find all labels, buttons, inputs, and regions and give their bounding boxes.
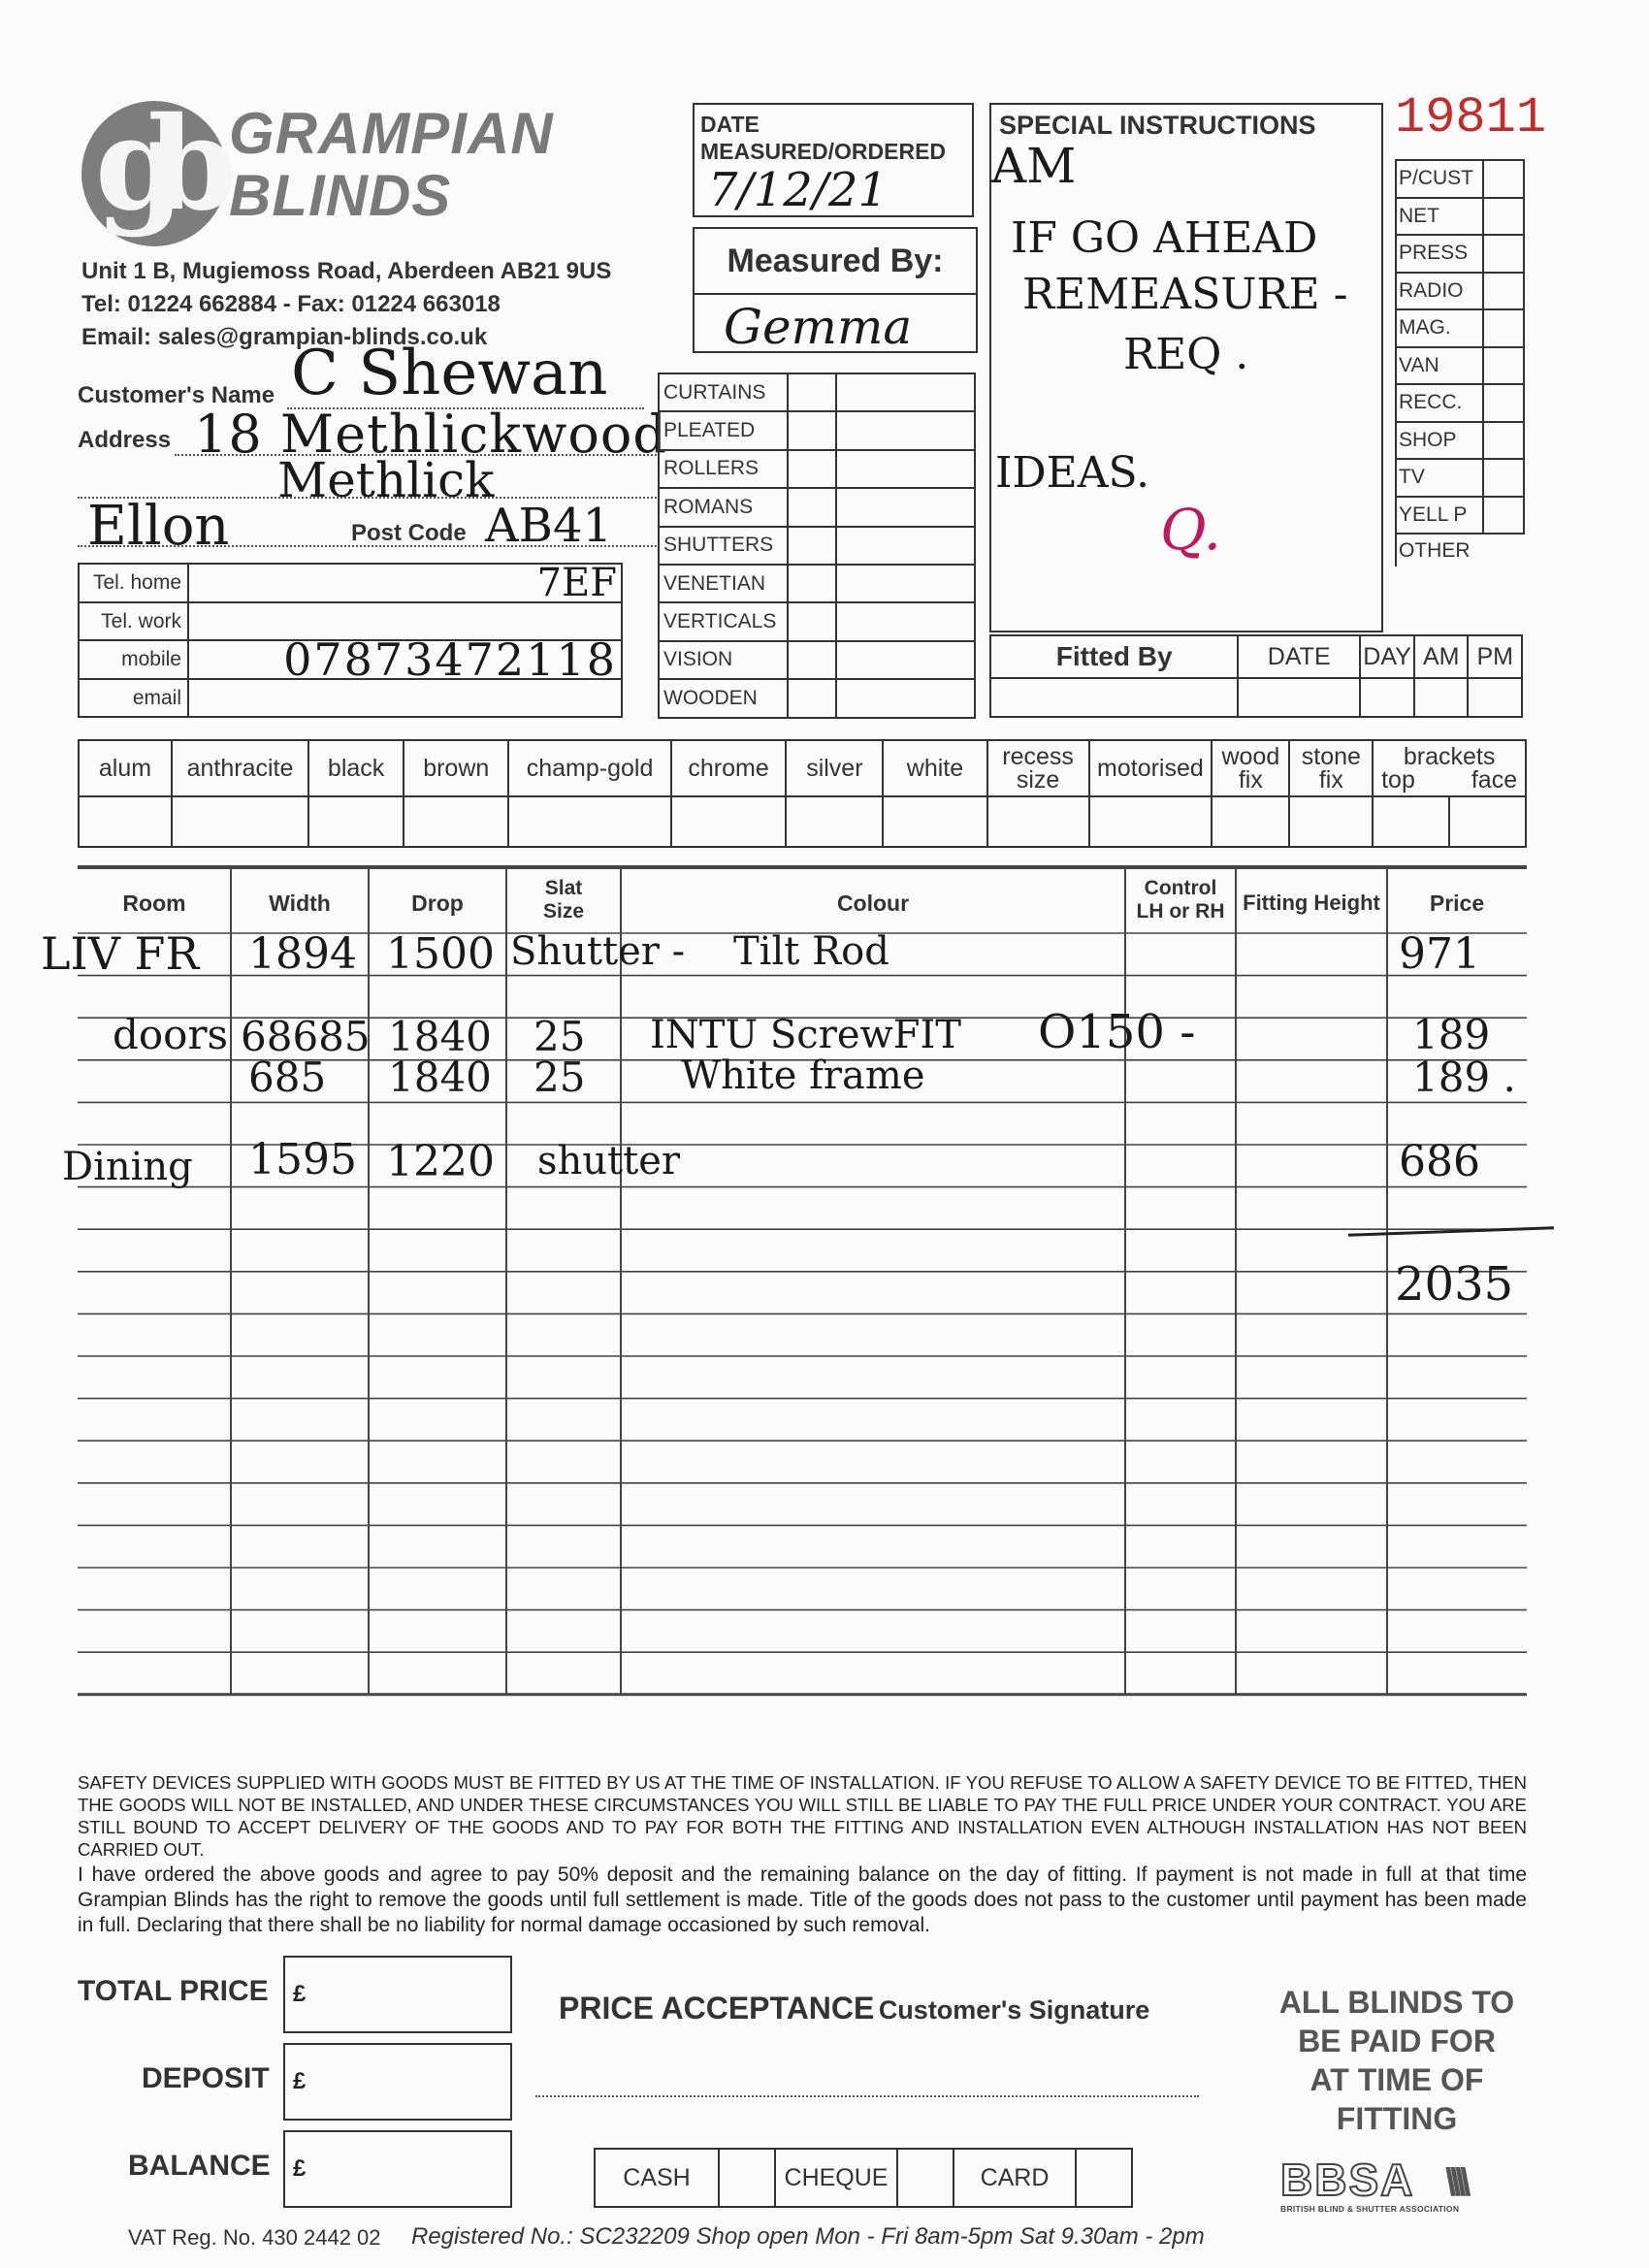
header-colour: Colour bbox=[836, 891, 910, 916]
instruction-line4: REQ . bbox=[1123, 330, 1249, 379]
source-label: SHOP bbox=[1396, 422, 1483, 460]
order-table bbox=[41, 865, 1527, 1723]
registered-hours: Registered No.: SC232209 Shop open Mon - Fri 8am-5pm Sat 9.30am - 2pm bbox=[411, 2223, 1205, 2250]
product-type-qty[interactable] bbox=[788, 679, 836, 717]
option-white: white bbox=[883, 740, 986, 796]
stone-word: stone bbox=[1301, 743, 1361, 770]
company-name-line1: GRAMPIAN bbox=[229, 101, 554, 166]
price-acceptance-label: PRICE ACCEPTANCE bbox=[559, 1991, 875, 2025]
option-top-input[interactable] bbox=[1373, 796, 1449, 847]
product-type-notes[interactable] bbox=[836, 527, 975, 565]
source-checkbox[interactable] bbox=[1483, 273, 1524, 310]
product-type-qty[interactable] bbox=[788, 565, 836, 602]
source-checkbox[interactable] bbox=[1483, 160, 1524, 198]
fitted-day-input[interactable] bbox=[1360, 678, 1414, 717]
header-control-word: Control bbox=[1144, 877, 1217, 899]
header-control bbox=[1125, 877, 1236, 923]
option-silver: silver bbox=[786, 740, 883, 796]
source-label: RADIO bbox=[1396, 273, 1483, 310]
notice-line4: FITTING bbox=[1336, 2101, 1458, 2136]
product-type-notes[interactable] bbox=[836, 450, 975, 488]
source-list bbox=[1395, 159, 1525, 567]
source-label: MAG. bbox=[1396, 309, 1483, 347]
balance-label: BALANCE bbox=[128, 2150, 271, 2182]
product-type-qty[interactable] bbox=[788, 641, 836, 679]
option-stone-input[interactable] bbox=[1289, 796, 1373, 847]
contact-value[interactable]: 07873472118 bbox=[188, 640, 622, 679]
row1-drop: 1500 bbox=[386, 929, 495, 979]
company-name-line2: BLINDS bbox=[229, 163, 452, 228]
bbsa-caption: BRITISH BLIND & SHUTTER ASSOCIATION bbox=[1280, 2204, 1460, 2214]
order-number: 19811 bbox=[1395, 89, 1547, 146]
row1-slat: Shutter - bbox=[510, 929, 686, 974]
row3-colour: White frame bbox=[681, 1053, 925, 1098]
option-wood-fix bbox=[1212, 740, 1289, 796]
option-recess-size bbox=[987, 740, 1089, 796]
row4-drop: 1220 bbox=[386, 1137, 495, 1186]
option-motorised: motorised bbox=[1089, 740, 1212, 796]
option-silver-input[interactable] bbox=[786, 796, 883, 847]
vat-number: VAT Reg. No. 430 2442 02 bbox=[128, 2225, 381, 2250]
safety-notice: SAFETY DEVICES SUPPLIED WITH GOODS MUST BE FITTED BY US AT THE TIME OF INSTALLATION. IF YOU REFUSE TO ALLOW A SAFETY DEVICE TO BE FITTED, THEN THE GOODS WILL NOT BE INSTALLED, AND UNDER THESE CIRCUMSTANCES YOU WILL STILL BE LIABLE TO PAY THE FULL PRICE UNDER YOUR CONTRACT. YOU ARE STILL BOUND TO ACCEPT DELIVERY OF THE GOODS AND TO PAY FOR BOTH THE FITTING AND INSTALLATION EVEN ALTHOUGH INSTALLATION HAS NOT BEEN CARRIED OUT. bbox=[78, 1772, 1527, 1860]
row2-extra: O150 - bbox=[1038, 1005, 1196, 1059]
company-address: Unit 1 B, Mugiemoss Road, Aberdeen AB21 9US bbox=[81, 258, 612, 284]
option-alum: alum bbox=[79, 740, 172, 796]
address-line3-rule bbox=[78, 545, 660, 547]
option-champ-gold-input[interactable] bbox=[508, 796, 670, 847]
contact-label: Tel. home bbox=[79, 564, 188, 602]
product-type-label: VENETIAN bbox=[659, 565, 788, 602]
row3-slat: 25 bbox=[534, 1053, 586, 1101]
balance-currency: £ bbox=[293, 2155, 307, 2182]
wood-fix-word: fix bbox=[1238, 766, 1263, 794]
product-type-label: ROMANS bbox=[659, 488, 788, 526]
option-anthracite: anthracite bbox=[172, 740, 308, 796]
product-type-label: PLEATED bbox=[659, 411, 788, 449]
header-price: Price bbox=[1429, 891, 1485, 916]
source-label: TV bbox=[1396, 459, 1483, 497]
address-line2: Methlick bbox=[277, 452, 495, 508]
option-stone-fix bbox=[1289, 740, 1373, 796]
address-line3: Ellon bbox=[87, 495, 230, 558]
source-label: PRESS bbox=[1396, 235, 1483, 273]
instruction-line3: REMEASURE - bbox=[1022, 270, 1348, 319]
address-line1: 18 Methlickwood bbox=[194, 404, 667, 465]
option-white-input[interactable] bbox=[883, 796, 986, 847]
product-type-notes[interactable] bbox=[836, 679, 975, 717]
row2-drop: 1840 bbox=[388, 1013, 492, 1060]
deposit-terms: I have ordered the above goods and agree to pay 50% deposit and the remaining balance on the day of fitting. If payment is not made in full at that time Grampian Blinds has the right to remove the goods until full settlement is made. Title of the goods does not pass to the customer until payment has been made in full. Declaring that there shall be no liability for normal damage occasioned by such removal. bbox=[78, 1863, 1527, 1936]
deposit-box[interactable] bbox=[283, 2043, 512, 2121]
header-lh-rh: LH or RH bbox=[1136, 900, 1225, 923]
postcode-label: Post Code bbox=[351, 520, 467, 546]
source-checkbox[interactable] bbox=[1483, 235, 1524, 273]
row4-price: 686 bbox=[1399, 1137, 1480, 1186]
product-type-label: SHUTTERS bbox=[659, 527, 788, 565]
recess-size-word: size bbox=[1016, 766, 1060, 794]
bbsa-logo bbox=[1280, 2155, 1504, 2214]
fitted-by-table bbox=[989, 634, 1523, 718]
row3-width: 685 bbox=[248, 1053, 327, 1101]
source-label: VAN bbox=[1396, 347, 1483, 385]
option-anthracite-input[interactable] bbox=[172, 796, 308, 847]
company-tel-fax: Tel: 01224 662884 - Fax: 01224 663018 bbox=[81, 291, 501, 317]
product-type-qty[interactable] bbox=[788, 602, 836, 640]
date-value: 7/12/21 bbox=[708, 163, 889, 217]
contact-label: mobile bbox=[79, 640, 188, 679]
card-label: CARD bbox=[954, 2149, 1076, 2207]
product-type-list bbox=[658, 373, 976, 719]
product-type-notes[interactable] bbox=[836, 373, 975, 411]
row1-width: 1894 bbox=[248, 929, 357, 979]
customer-name-label: Customer's Name bbox=[78, 382, 275, 408]
fitted-date-label: DATE bbox=[1238, 635, 1360, 678]
notice-line3: AT TIME OF bbox=[1310, 2062, 1484, 2097]
product-type-qty[interactable] bbox=[788, 527, 836, 565]
option-face-input[interactable] bbox=[1449, 796, 1526, 847]
total-currency: £ bbox=[293, 1981, 307, 2007]
row1-room: LIV FR bbox=[41, 927, 200, 980]
row2-room: doors bbox=[113, 1011, 229, 1058]
contact-table bbox=[78, 563, 623, 718]
recess-word: recess bbox=[1002, 743, 1074, 770]
contact-label: email bbox=[79, 679, 188, 717]
fitted-day-label: DAY bbox=[1360, 635, 1414, 678]
price-acceptance bbox=[559, 1991, 1149, 2026]
fitted-date-input[interactable] bbox=[1238, 678, 1360, 717]
postcode-value: AB41 bbox=[485, 499, 613, 553]
options-table bbox=[78, 739, 1527, 848]
measured-by-label: Measured By: bbox=[695, 229, 976, 295]
special-instructions-label: SPECIAL INSTRUCTIONS bbox=[999, 111, 1316, 140]
address-label: Address bbox=[78, 427, 172, 453]
row2-colour: INTU ScrewFIT bbox=[650, 1013, 961, 1057]
option-chrome-input[interactable] bbox=[671, 796, 787, 847]
cash-label: CASH bbox=[595, 2149, 719, 2207]
brackets-top: top bbox=[1381, 766, 1415, 794]
customer-signature-label: Customer's Signature bbox=[878, 1995, 1150, 2025]
instruction-line2: IF GO AHEAD bbox=[1011, 213, 1318, 263]
date-box bbox=[693, 103, 974, 217]
source-label: P/CUST bbox=[1396, 160, 1483, 198]
source-checkbox[interactable] bbox=[1483, 422, 1524, 460]
row4-room: Dining bbox=[62, 1145, 193, 1189]
header-drop: Drop bbox=[411, 891, 464, 916]
order-table-grid bbox=[78, 869, 1527, 1723]
contact-value[interactable]: 7EF bbox=[188, 564, 622, 602]
fitted-by-input[interactable] bbox=[990, 678, 1238, 717]
header-slat-size bbox=[506, 877, 621, 923]
option-champ-gold: champ-gold bbox=[508, 740, 670, 796]
product-type-label: CURTAINS bbox=[659, 373, 788, 411]
product-type-label: WOODEN bbox=[659, 679, 788, 717]
total-price-label: TOTAL PRICE bbox=[78, 1975, 269, 2007]
card-checkbox[interactable] bbox=[1076, 2149, 1132, 2207]
deposit-currency: £ bbox=[293, 2068, 307, 2094]
source-label: OTHER bbox=[1396, 534, 1483, 567]
wood-word: wood bbox=[1221, 743, 1280, 770]
fitted-am-input[interactable] bbox=[1414, 678, 1468, 717]
brackets-face: face bbox=[1471, 766, 1518, 794]
option-motorised-input[interactable] bbox=[1089, 796, 1212, 847]
product-type-qty[interactable] bbox=[788, 488, 836, 526]
source-label: YELL P bbox=[1396, 497, 1483, 535]
cheque-label: CHEQUE bbox=[775, 2149, 897, 2207]
measured-by-value: Gemma bbox=[724, 299, 913, 355]
product-type-label: VISION bbox=[659, 641, 788, 679]
cash-checkbox[interactable] bbox=[719, 2149, 775, 2207]
product-type-notes[interactable] bbox=[836, 641, 975, 679]
customer-name-value: C Shewan bbox=[291, 338, 608, 409]
fitted-pm-input[interactable] bbox=[1468, 678, 1522, 717]
notice-line2: BE PAID FOR bbox=[1298, 2024, 1496, 2058]
product-type-notes[interactable] bbox=[836, 411, 975, 449]
payment-notice bbox=[1251, 1983, 1542, 2138]
option-recess-input[interactable] bbox=[987, 796, 1089, 847]
product-type-notes[interactable] bbox=[836, 488, 975, 526]
row3-drop: 1840 bbox=[388, 1053, 492, 1101]
source-label: NET bbox=[1396, 198, 1483, 236]
product-type-label: VERTICALS bbox=[659, 602, 788, 640]
order-total: 2035 bbox=[1395, 1257, 1514, 1312]
option-wood-input[interactable] bbox=[1212, 796, 1289, 847]
instruction-mark: Q. bbox=[1160, 497, 1222, 563]
signature-line[interactable] bbox=[535, 2095, 1199, 2097]
product-type-qty[interactable] bbox=[788, 373, 836, 411]
row2-price: 189 bbox=[1412, 1011, 1491, 1058]
product-type-notes[interactable] bbox=[836, 565, 975, 602]
option-black-input[interactable] bbox=[308, 796, 404, 847]
total-price-box[interactable] bbox=[283, 1956, 512, 2033]
stone-fix-word: fix bbox=[1318, 766, 1343, 794]
measured-by-box bbox=[693, 227, 978, 353]
header-slat: Slat bbox=[544, 877, 583, 899]
row2-width: 68685 bbox=[241, 1013, 371, 1060]
source-checkbox[interactable] bbox=[1483, 347, 1524, 385]
source-checkbox[interactable] bbox=[1483, 309, 1524, 347]
deposit-label: DEPOSIT bbox=[142, 2062, 270, 2094]
cheque-checkbox[interactable] bbox=[897, 2149, 954, 2207]
row3-price: 189 . bbox=[1412, 1053, 1516, 1101]
logo-letters: gb bbox=[95, 89, 201, 240]
contact-label: Tel. work bbox=[79, 602, 188, 640]
product-type-qty[interactable] bbox=[788, 411, 836, 449]
instruction-am: AM bbox=[991, 138, 1077, 194]
row4-slat: shutter bbox=[537, 1139, 680, 1183]
source-checkbox[interactable] bbox=[1483, 459, 1524, 497]
header-width: Width bbox=[269, 891, 331, 916]
header-fitting-height: Fitting Height bbox=[1243, 891, 1380, 915]
row4-width: 1595 bbox=[248, 1135, 357, 1184]
source-label: RECC. bbox=[1396, 384, 1483, 422]
option-black: black bbox=[308, 740, 404, 796]
row1-colour: Tilt Rod bbox=[733, 929, 889, 974]
fitted-pm-label: PM bbox=[1468, 635, 1522, 678]
option-brackets bbox=[1373, 740, 1526, 796]
instruction-ideas: IDEAS. bbox=[995, 448, 1150, 498]
notice-line1: ALL BLINDS TO bbox=[1278, 1985, 1515, 2020]
source-checkbox[interactable] bbox=[1483, 384, 1524, 422]
company-email: Email: sales@grampian-blinds.co.uk bbox=[81, 324, 488, 350]
fitted-am-label: AM bbox=[1414, 635, 1468, 678]
header-size: Size bbox=[542, 900, 585, 923]
option-brown: brown bbox=[404, 740, 508, 796]
option-alum-input[interactable] bbox=[79, 796, 172, 847]
fitted-by-label: Fitted By bbox=[990, 635, 1238, 678]
source-checkbox[interactable] bbox=[1483, 497, 1524, 535]
row1-price: 971 bbox=[1399, 929, 1480, 979]
product-type-notes[interactable] bbox=[836, 602, 975, 640]
balance-box[interactable] bbox=[283, 2130, 512, 2208]
brackets-word: brackets bbox=[1403, 743, 1496, 770]
bbsa-text: BBSA bbox=[1280, 2155, 1415, 2205]
date-label: DATE MEASURED/ORDERED bbox=[700, 112, 947, 164]
header-room: Room bbox=[122, 891, 186, 916]
option-chrome: chrome bbox=[671, 740, 787, 796]
source-checkbox[interactable] bbox=[1483, 198, 1524, 236]
payment-method-table bbox=[594, 2148, 1133, 2208]
row2-slat: 25 bbox=[534, 1013, 586, 1060]
product-type-qty[interactable] bbox=[788, 450, 836, 488]
option-brown-input[interactable] bbox=[404, 796, 508, 847]
product-type-label: ROLLERS bbox=[659, 450, 788, 488]
bbsa-slashes-icon: \\\\ bbox=[1445, 2161, 1466, 2204]
